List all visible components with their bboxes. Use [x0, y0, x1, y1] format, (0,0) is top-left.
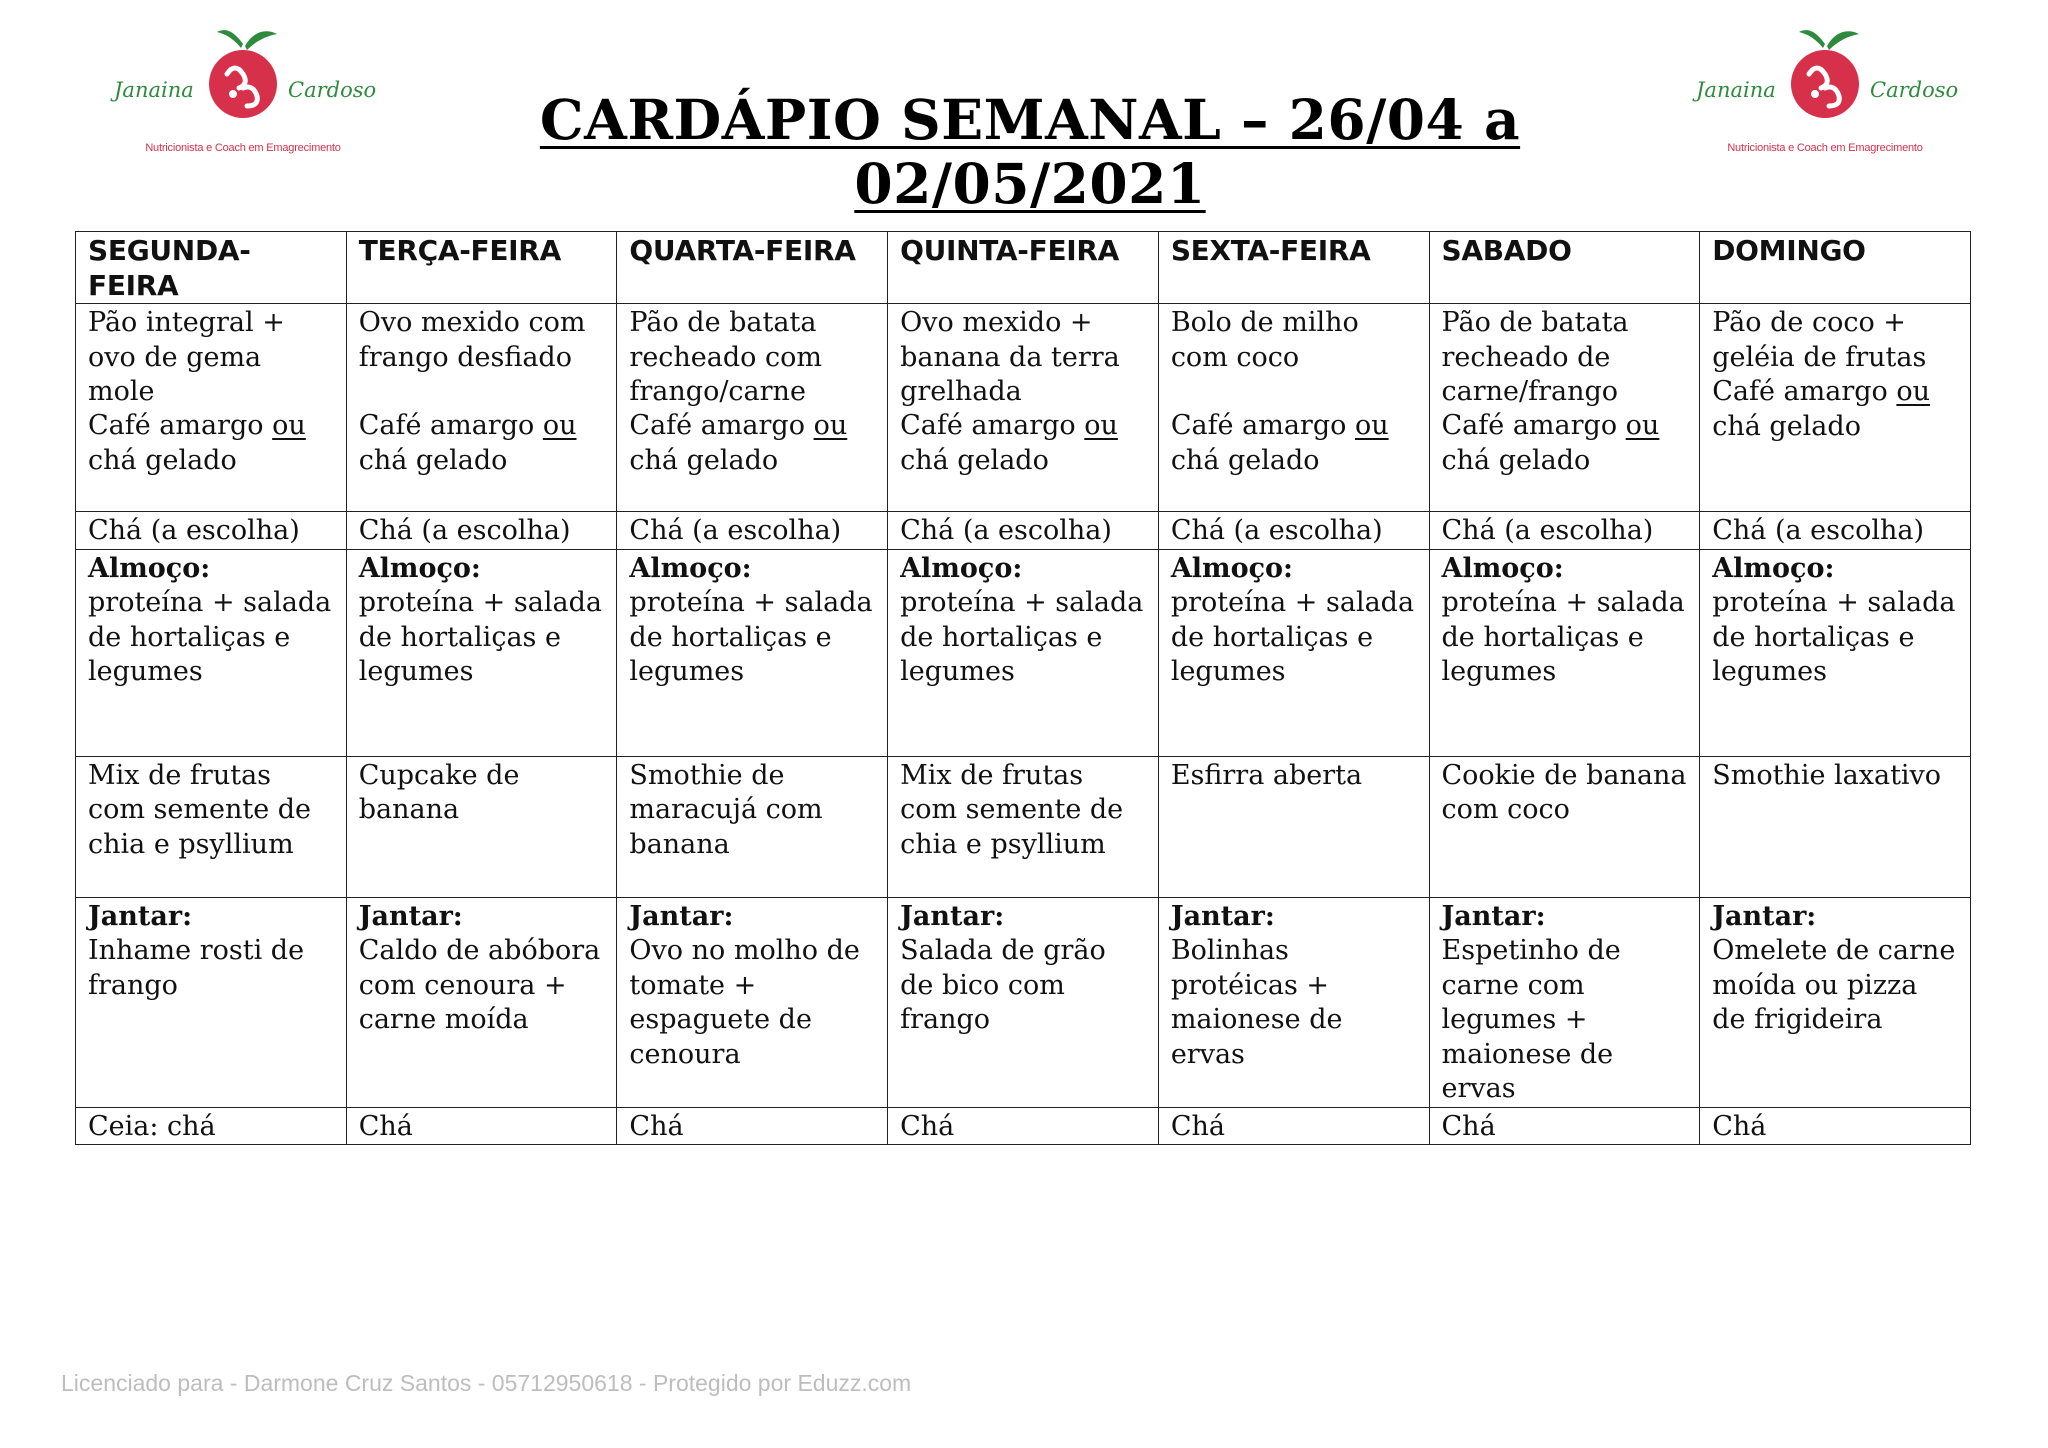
- lunch-cell: [1429, 549, 1700, 756]
- dinner-label: Jantar:: [900, 900, 1005, 932]
- breakfast-item: Pão de coco + geléia de frutas: [1712, 307, 1927, 373]
- snack-cell: Mix de frutas com semente de chia e psyllium: [888, 756, 1159, 897]
- breakfast-cell: [1700, 304, 1971, 512]
- dinner-label: Jantar:: [88, 900, 193, 932]
- snack-cell: Cupcake de banana: [346, 756, 617, 897]
- lunch-cell: [1158, 549, 1429, 756]
- dinner-label: Jantar:: [1170, 900, 1275, 932]
- table-header-row: [76, 232, 1971, 304]
- lunch-cell: [1700, 549, 1971, 756]
- tea-cell: Chá (a escolha): [617, 512, 888, 550]
- dinner-cell: [1700, 897, 1971, 1107]
- breakfast-drink: Café amargo ou chá gelado: [1170, 410, 1389, 476]
- license-footer: Licenciado para - Darmone Cruz Santos - 05712950618 - Protegido por Eduzz.com: [61, 1370, 912, 1396]
- lunch-item: proteína + salada de hortaliças e legumes: [1441, 587, 1685, 687]
- breakfast-drink: Café amargo ou chá gelado: [358, 410, 577, 476]
- dinner-cell: [1429, 897, 1700, 1107]
- dinner-cell: [1158, 897, 1429, 1107]
- lunch-row: [76, 549, 1971, 756]
- snack-row: [76, 756, 1971, 897]
- tea-cell: Chá (a escolha): [1158, 512, 1429, 550]
- lunch-label: Almoço:: [900, 552, 1023, 584]
- dinner-item: Caldo de abóbora com cenoura + carne moída: [358, 935, 601, 1035]
- ceia-cell: Ceia: chá: [76, 1107, 347, 1145]
- weekly-menu-table: [75, 231, 1971, 1145]
- lunch-item: proteína + salada de hortaliças e legumes: [1712, 587, 1956, 687]
- lunch-label: Almoço:: [358, 552, 481, 584]
- breakfast-item: Pão de batata recheado com frango/carne: [629, 307, 822, 407]
- page-title: CARDÁPIO SEMANAL – 26/04 a 02/05/2021: [539, 87, 1521, 216]
- ceia-cell: Chá: [1429, 1107, 1700, 1145]
- breakfast-drink: Café amargo ou chá gelado: [1712, 376, 1931, 442]
- lunch-label: Almoço:: [1170, 552, 1294, 584]
- ceia-cell: Chá: [346, 1107, 617, 1145]
- logo-last-name: Cardoso: [288, 78, 377, 102]
- breakfast-cell: [346, 304, 617, 512]
- snack-cell: Smothie de maracujá com banana: [617, 756, 888, 897]
- ceia-row: [76, 1107, 1971, 1145]
- lunch-cell: [617, 549, 888, 756]
- breakfast-item: Pão de batata recheado de carne/frango: [1441, 307, 1629, 407]
- logo-subtitle: Nutricionista e Coach em Emagrecimento: [1727, 142, 1923, 154]
- ceia-cell: Chá: [888, 1107, 1159, 1145]
- dinner-item: Inhame rosti de frango: [88, 935, 305, 1001]
- dinner-label: Jantar:: [1712, 900, 1817, 932]
- logo-first-name: Janaina: [1696, 78, 1776, 102]
- dinner-item: Omelete de carne moída ou pizza de frigideira: [1712, 935, 1956, 1035]
- dinner-cell: [888, 897, 1159, 1107]
- dinner-label: Jantar:: [629, 900, 734, 932]
- day-header-saturday: SABADO: [1429, 232, 1700, 304]
- breakfast-row: [76, 304, 1971, 512]
- breakfast-cell: [888, 304, 1159, 512]
- lunch-item: proteína + salada de hortaliças e legumes: [629, 587, 873, 687]
- day-header-sunday: DOMINGO: [1700, 232, 1971, 304]
- logo-right: [1690, 22, 1960, 172]
- breakfast-item: Ovo mexido + banana da terra grelhada: [900, 307, 1120, 407]
- lunch-label: Almoço:: [88, 552, 211, 584]
- tea-cell: Chá (a escolha): [346, 512, 617, 550]
- snack-cell: Smothie laxativo: [1700, 756, 1971, 897]
- lunch-label: Almoço:: [629, 552, 752, 584]
- logo-first-name: Janaina: [114, 78, 194, 102]
- apple-logo-icon: [203, 22, 283, 122]
- breakfast-item: Pão integral + ovo de gema mole: [88, 307, 285, 407]
- breakfast-item: Ovo mexido com frango desfiado: [358, 307, 586, 373]
- dinner-cell: [346, 897, 617, 1107]
- snack-cell: Mix de frutas com semente de chia e psyllium: [76, 756, 347, 897]
- day-header-wednesday: QUARTA-FEIRA: [617, 232, 888, 304]
- breakfast-drink: Café amargo ou chá gelado: [1441, 410, 1660, 476]
- breakfast-cell: [1158, 304, 1429, 512]
- logo-last-name: Cardoso: [1870, 78, 1959, 102]
- dinner-cell: [617, 897, 888, 1107]
- logo-left: [108, 22, 378, 172]
- lunch-label: Almoço:: [1441, 552, 1564, 584]
- breakfast-cell: [76, 304, 347, 512]
- ceia-cell: Chá: [1158, 1107, 1429, 1145]
- dinner-item: Espetinho de carne com legumes + maionese de ervas: [1441, 935, 1621, 1104]
- dinner-label: Jantar:: [358, 900, 463, 932]
- lunch-cell: [76, 549, 347, 756]
- tea-cell: Chá (a escolha): [1700, 512, 1971, 550]
- lunch-item: proteína + salada de hortaliças e legumes: [88, 587, 332, 687]
- day-header-monday: SEGUNDA-FEIRA: [76, 232, 347, 304]
- tea-cell: Chá (a escolha): [1429, 512, 1700, 550]
- lunch-cell: [346, 549, 617, 756]
- dinner-row: [76, 897, 1971, 1107]
- tea-row: [76, 512, 1971, 550]
- breakfast-drink: Café amargo ou chá gelado: [900, 410, 1118, 476]
- breakfast-drink: Café amargo ou chá gelado: [88, 410, 306, 476]
- snack-cell: Cookie de banana com coco: [1429, 756, 1700, 897]
- ceia-cell: Chá: [1700, 1107, 1971, 1145]
- breakfast-cell: [1429, 304, 1700, 512]
- lunch-label: Almoço:: [1712, 552, 1835, 584]
- lunch-item: proteína + salada de hortaliças e legumes: [900, 587, 1144, 687]
- dinner-cell: [76, 897, 347, 1107]
- dinner-item: Salada de grão de bico com frango: [900, 935, 1106, 1035]
- breakfast-cell: [617, 304, 888, 512]
- lunch-item: proteína + salada de hortaliças e legumes: [1170, 587, 1415, 687]
- lunch-item: proteína + salada de hortaliças e legumes: [358, 587, 602, 687]
- lunch-cell: [888, 549, 1159, 756]
- dinner-item: Ovo no molho de tomate + espaguete de cenoura: [629, 935, 860, 1070]
- ceia-cell: Chá: [617, 1107, 888, 1145]
- dinner-item: Bolinhas protéicas + maionese de ervas: [1170, 935, 1343, 1070]
- snack-cell: Esfirra aberta: [1158, 756, 1429, 897]
- breakfast-item: Bolo de milho com coco: [1170, 307, 1359, 373]
- apple-logo-icon: [1785, 22, 1865, 122]
- day-header-friday: SEXTA-FEIRA: [1158, 232, 1429, 304]
- day-header-tuesday: TERÇA-FEIRA: [346, 232, 617, 304]
- dinner-label: Jantar:: [1441, 900, 1546, 932]
- logo-subtitle: Nutricionista e Coach em Emagrecimento: [145, 142, 341, 154]
- day-header-thursday: QUINTA-FEIRA: [888, 232, 1159, 304]
- breakfast-drink: Café amargo ou chá gelado: [629, 410, 848, 476]
- tea-cell: Chá (a escolha): [888, 512, 1159, 550]
- tea-cell: Chá (a escolha): [76, 512, 347, 550]
